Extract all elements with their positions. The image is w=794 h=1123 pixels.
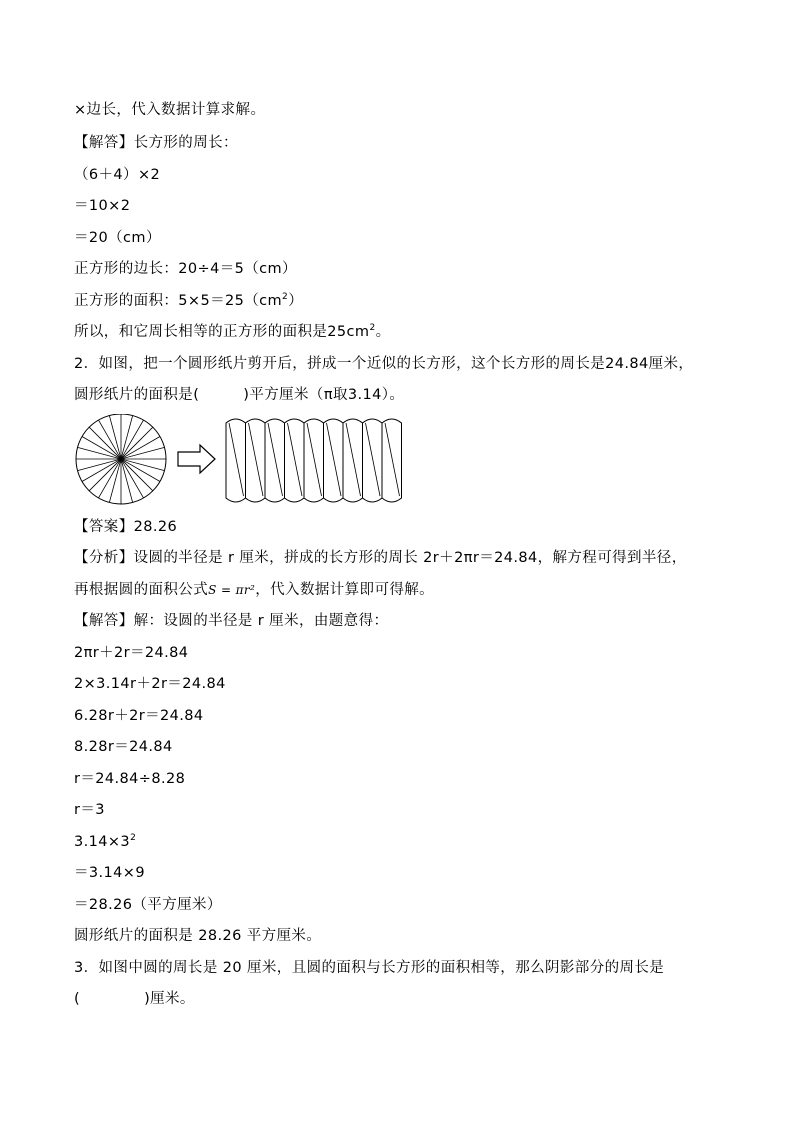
solution-heading: 【解答】长方形的周长： [74,135,238,151]
question-text: ( [74,991,81,1007]
equation-line: 2×3.14r＋2r＝24.84 [74,676,226,692]
question-2-line-2 [74,385,404,405]
conclusion-line [74,322,391,342]
equation-line: 2πr＋2r＝24.84 [74,645,189,661]
analysis-line-1: 【分析】设圆的半径是 r 厘米，拼成的长方形的周长 2r＋2πr＝24.84，解方程可得到半径， [74,550,687,566]
rearranged-rectangle [226,419,402,502]
right-arrow-icon [178,445,215,473]
analysis-text: ，代入数据计算即可得解。 [255,582,435,598]
equation-line: ＝28.26（平方厘米） [74,897,222,913]
conclusion-text: 。 [375,324,391,340]
superscript: 2 [130,833,137,843]
equation-text: 3.14×3 [74,834,131,850]
circle-to-rectangle-figure [74,414,404,514]
calc-text: ） [288,293,304,309]
analysis-text: 再根据圆的面积公式 [74,582,209,598]
sectored-circle [76,414,166,504]
calc-line: 正方形的边长：20÷4＝5（cm） [74,261,297,277]
question-text: )平方厘米（π取3.14）。 [243,387,405,403]
equation-line: r＝3 [74,802,105,818]
question-3-line-1: 3．如图中圆的周长是 20 厘米，且圆的面积与长方形的面积相等，那么阴影部分的周长是 [74,960,665,976]
question-3-line-2 [74,989,195,1009]
superscript: 2 [282,292,289,302]
answer-line: 【答案】28.26 [74,519,178,535]
conclusion-line: 圆形纸片的面积是 28.26 平方厘米。 [74,928,322,944]
question-2-line-1: 2．如图，把一个圆形纸片剪开后，拼成一个近似的长方形，这个长方形的周长是24.84厘米， [74,356,694,372]
equation-line [74,832,136,852]
solution-heading: 【解答】解：设圆的半径是 r 厘米，由题意得： [74,613,389,629]
equation-line: 8.28r＝24.84 [74,739,173,755]
equation-line: ＝3.14×9 [74,865,145,881]
conclusion-text: 所以，和它周长相等的正方形的面积是25cm [74,324,370,340]
analysis-line-2 [74,580,434,600]
superscript: 2 [369,323,376,333]
question-text: 圆形纸片的面积是( [74,387,200,403]
calc-line: （6＋4）×2 [74,167,161,183]
text-line: ×边长，代入数据计算求解。 [74,102,266,118]
calc-text: 正方形的面积：5×5＝25（cm [74,293,283,309]
calc-line [74,291,303,311]
question-text: )厘米。 [144,991,195,1007]
calc-line: ＝10×2 [74,198,131,214]
calc-line: ＝20（cm） [74,230,161,246]
equation-line: r＝24.84÷8.28 [74,771,186,787]
equation-line: 6.28r＋2r＝24.84 [74,708,204,724]
area-formula: S = πr² [208,583,256,597]
